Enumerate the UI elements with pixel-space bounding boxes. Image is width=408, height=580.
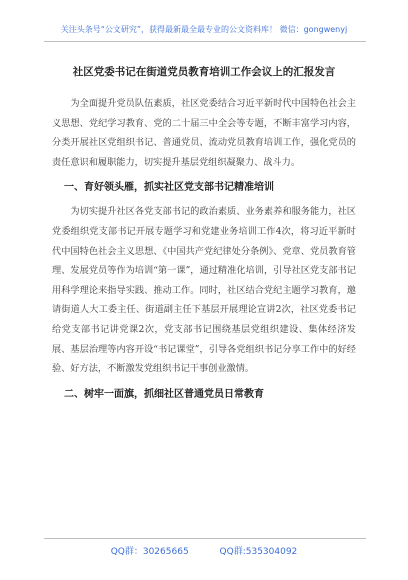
header-divider — [44, 41, 366, 42]
footer-qq-group-1: QQ群：30265665 — [110, 547, 189, 557]
footer-divider — [44, 538, 366, 539]
document-body — [52, 94, 356, 409]
footer-qq-group-2: QQ群:535304092 — [219, 547, 298, 557]
intro-paragraph: 为全面提升党员队伍素质，社区党委结合习近平新时代中国特色社会主义思想、党纪学习教育、党的二十届三中全会等专题，不断丰富学习内容，分类开展社区党组织书记、普通党员、流动党员教育培训工作，强化党员的责任意识和履职能力，切实提升基层党组织凝聚力、战斗力。 — [52, 98, 356, 168]
document-title: 社区党委书记在街道党员教育培训工作会议上的汇报发言 — [72, 66, 336, 78]
section-1-heading: 一、育好领头雁，抓实社区党支部书记精准培训 — [64, 182, 274, 194]
footer — [0, 544, 408, 557]
top-banner: 关注头条号“公文研究”，获得最新最全最专业的公文资料库！ 微信：gongwenyj — [60, 25, 348, 34]
section-1-paragraph: 为切实提升社区各党支部书记的政治素质、业务素养和服务能力，社区党委组织党支部书记开展专题学习和党建业务培训工作4次，将习近平新时代中国特色社会主义思想、《中国共产党纪律处分条例》、党章、党员教育管理、发展党员等作为培训“第一课”，通过精准化培训，引导社区党支部书记用科学理论来指导实践、推动工作。同时，社区结合党纪主题学习教育，邀请街道人大工委主任、街道副主任下基层开展理论宣讲2次，社区党委书记给党支部书记讲党课2次，党支部书记围绕基层党组织建设、集体经济发展、基层治理等内容开设“书记课堂”，引导各党组织书记分享工作中的好经验、好方法，不断激发党组织书记干事创业激情。 — [52, 206, 356, 375]
section-2-heading: 二、树牢一面旗，抓细社区普通党员日常教育 — [64, 388, 264, 400]
